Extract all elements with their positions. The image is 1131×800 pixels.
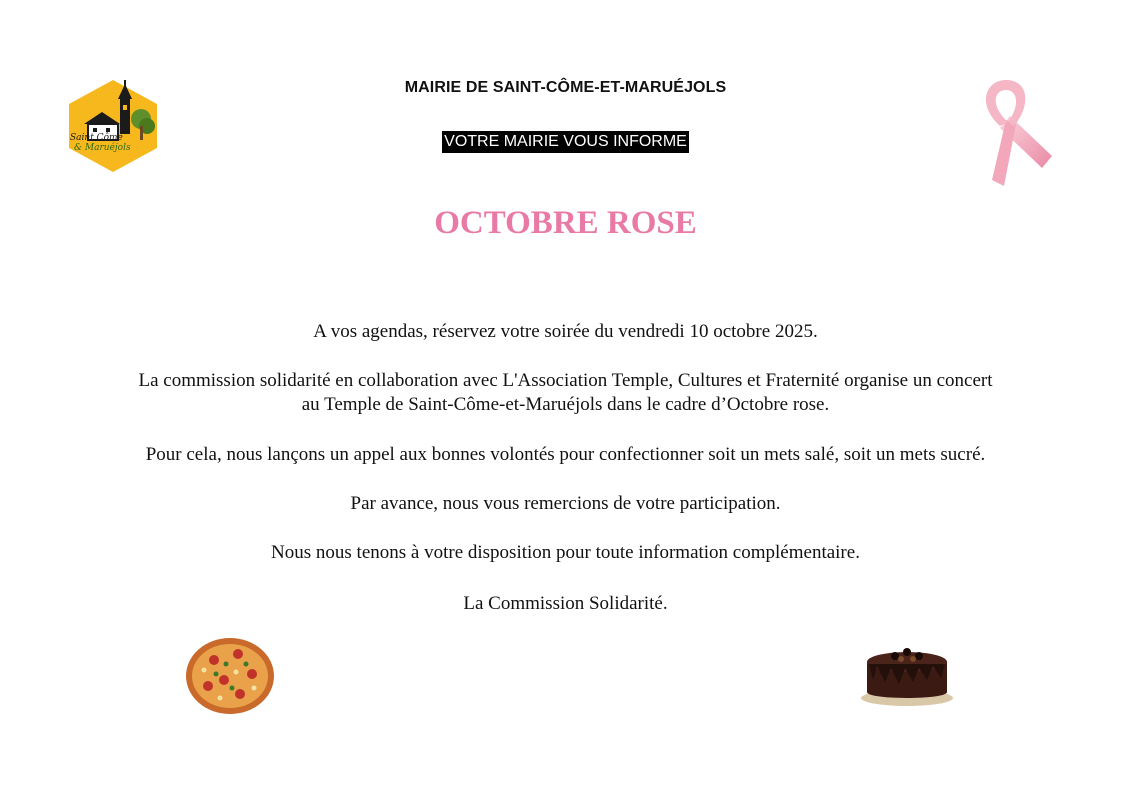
paragraph-contact: Nous nous tenons à votre disposition pour toute information complémentaire.	[271, 542, 860, 563]
header-title: MAIRIE DE SAINT-CÔME-ET-MARUÉJOLS	[404, 79, 727, 96]
paragraph-date: A vos agendas, réservez votre soirée du vendredi 10 octobre 2025.	[313, 321, 818, 342]
event-title: OCTOBRE ROSE	[434, 205, 697, 241]
logo-text-line2: & Maruéjols	[74, 143, 131, 153]
signature: La Commission Solidarité.	[463, 593, 668, 614]
paragraph-concert-line1: La commission solidarité en collaboration avec L'Association Temple, Cultures et Fraternité organise un concert	[138, 370, 993, 391]
paragraph-concert	[60, 369, 1071, 417]
pizza-icon	[170, 624, 290, 724]
logo-text-line1: Saint Côme	[70, 133, 123, 143]
paragraph-concert-line2: au Temple de Saint-Côme-et-Maruéjols dans le cadre d’Octobre rose.	[301, 394, 830, 415]
header-banner: VOTRE MAIRIE VOUS INFORME	[442, 131, 689, 153]
header-banner-container	[0, 131, 1131, 153]
paragraph-appeal: Pour cela, nous lançons un appel aux bonnes volontés pour confectionner soit un mets salé, soit un mets sucré.	[145, 444, 986, 465]
paragraph-thanks: Par avance, nous vous remercions de votre participation.	[350, 493, 781, 514]
chocolate-cake-icon	[855, 632, 959, 712]
pink-ribbon-icon	[970, 76, 1060, 192]
